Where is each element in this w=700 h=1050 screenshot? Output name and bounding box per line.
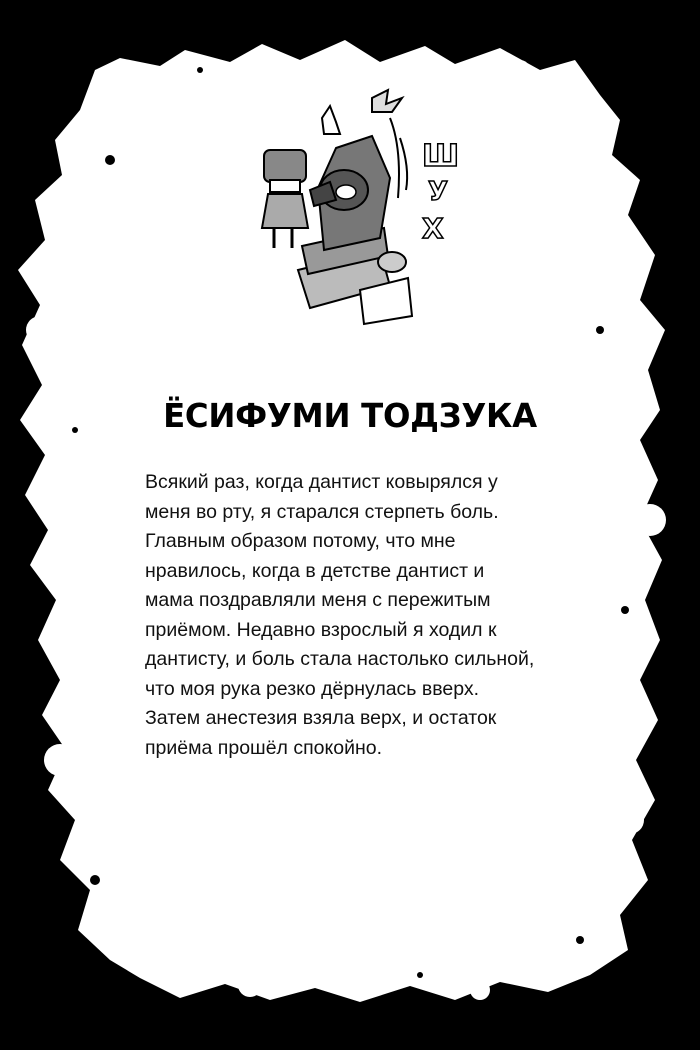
paragraph-line: Затем анестезия взяла верх, и остаток xyxy=(145,707,497,729)
sfx-letter: Х xyxy=(422,212,444,245)
paragraph-line: меня во рту, я старался стерпеть боль. xyxy=(145,500,499,523)
paragraph-line: Всякий раз, когда дантист ковырялся у xyxy=(145,471,498,493)
paragraph-line: нравилось, когда в детстве дантист и xyxy=(145,559,485,582)
dentist-chair-illustration xyxy=(240,78,480,333)
sfx-letter: Ш xyxy=(422,139,460,174)
sfx-letter: У xyxy=(428,177,449,207)
paragraph-line: приёмом. Недавно взрослый я ходил к xyxy=(145,618,497,641)
paragraph-line: мама поздравляли меня с пережитым xyxy=(145,589,491,611)
paragraph-line: что моя рука резко дёрнулась вверх. xyxy=(145,677,480,700)
author-name-heading: ЁСИФУМИ ТОДЗУКА xyxy=(163,396,537,435)
paragraph-line: приёма прошёл спокойно. xyxy=(145,736,383,759)
paragraph-line: Главным образом потому, что мне xyxy=(145,530,456,552)
paragraph-line: дантисту, и боль стала настолько сильной, xyxy=(145,648,535,670)
author-note-paragraph xyxy=(145,468,585,763)
